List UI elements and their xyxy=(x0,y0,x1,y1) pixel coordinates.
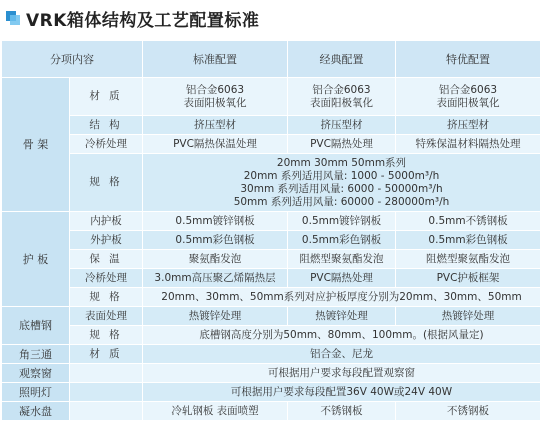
spec-line: 50mm 系列适用风量: 60000 - 280000m³/h xyxy=(233,195,450,208)
cell-standard: 3.0mm高压聚乙烯隔热层 xyxy=(143,269,288,288)
group-drain: 凝水盘 xyxy=(2,402,70,421)
page-title: VRK箱体结构及工艺配置标准 xyxy=(26,10,260,31)
table-row xyxy=(2,383,541,402)
table-header-row xyxy=(2,41,541,78)
table-row xyxy=(2,326,541,345)
lamp-cell: 可根据用户要求每段配置36V 40W或24V 40W xyxy=(143,383,541,402)
cell-line: 铝合金6063 xyxy=(312,83,371,96)
spec-line: 30mm 系列适用风量: 6000 - 50000m³/h xyxy=(240,182,443,195)
cell-premium: 挤压型材 xyxy=(396,116,541,135)
cell-classic: 0.5mm彩色钢板 xyxy=(288,231,396,250)
title-bar xyxy=(4,4,259,32)
empty-cell xyxy=(70,364,143,383)
cell-line: 表面阳极氧化 xyxy=(436,96,500,109)
empty-cell xyxy=(70,383,143,402)
table-row xyxy=(2,231,541,250)
cell-classic: 0.5mm镀锌钢板 xyxy=(288,212,396,231)
table-row xyxy=(2,307,541,326)
window-cell: 可根据用户要求每段配置观察窗 xyxy=(143,364,541,383)
cell-line: 表面阳极氧化 xyxy=(310,96,373,109)
header-category: 分项内容 xyxy=(2,41,143,78)
table-row xyxy=(2,402,541,421)
table-row xyxy=(2,288,541,307)
table-row xyxy=(2,345,541,364)
row-label: 冷桥处理 xyxy=(70,135,143,154)
row-label: 规 格 xyxy=(70,154,143,212)
table-row xyxy=(2,116,541,135)
cell-classic: 不锈钢板 xyxy=(288,402,396,421)
row-label: 规 格 xyxy=(70,288,143,307)
cell-classic: PVC隔热处理 xyxy=(288,135,396,154)
cell-classic: 挤压型材 xyxy=(288,116,396,135)
cell-premium xyxy=(396,78,541,116)
cell-classic xyxy=(288,78,396,116)
cell-premium: 0.5mm彩色钢板 xyxy=(396,231,541,250)
header-standard: 标准配置 xyxy=(143,41,288,78)
table-row xyxy=(2,250,541,269)
row-label: 规 格 xyxy=(70,326,143,345)
spec-line: 20mm 系列适用风量: 1000 - 5000m³/h xyxy=(243,169,440,182)
row-label: 冷桥处理 xyxy=(70,269,143,288)
cell-classic: PVC隔热处理 xyxy=(288,269,396,288)
row-label: 材 质 xyxy=(70,345,143,364)
cell-standard: 冷轧钢板 表面喷塑 xyxy=(143,402,288,421)
table-row xyxy=(2,154,541,212)
table-row xyxy=(2,212,541,231)
table-row xyxy=(2,269,541,288)
cell-premium: 不锈钢板 xyxy=(396,402,541,421)
group-base: 底槽钢 xyxy=(2,307,70,345)
spec-line: 20mm 30mm 50mm系列 xyxy=(276,156,407,169)
cell-premium: PVC护板框架 xyxy=(396,269,541,288)
cell-standard: 热镀锌处理 xyxy=(143,307,288,326)
row-label: 外护板 xyxy=(70,231,143,250)
table-row xyxy=(2,78,541,116)
base-spec-cell: 底槽钢高度分别为50mm、80mm、100mm。(根据风量定) xyxy=(143,326,541,345)
cell-line: 铝合金6063 xyxy=(438,83,498,96)
cell-premium: 特殊保温材料隔热处理 xyxy=(396,135,541,154)
row-label: 表面处理 xyxy=(70,307,143,326)
cell-line: 铝合金6063 xyxy=(185,83,245,96)
skeleton-spec-cell xyxy=(143,154,541,212)
group-lamp: 照明灯 xyxy=(2,383,70,402)
group-window: 观察窗 xyxy=(2,364,70,383)
row-label: 材 质 xyxy=(70,78,143,116)
table-row xyxy=(2,135,541,154)
row-label: 结 构 xyxy=(70,116,143,135)
squares-logo-icon xyxy=(6,11,20,25)
cell-standard: 聚氨酯发泡 xyxy=(143,250,288,269)
header-premium: 特优配置 xyxy=(396,41,541,78)
cell-standard: 0.5mm彩色钢板 xyxy=(143,231,288,250)
cell-standard: 挤压型材 xyxy=(143,116,288,135)
cell-premium: 热镀锌处理 xyxy=(396,307,541,326)
table-row xyxy=(2,364,541,383)
group-corner: 角三通 xyxy=(2,345,70,364)
cell-classic: 阻燃型聚氨酯发泡 xyxy=(288,250,396,269)
group-panel: 护 板 xyxy=(2,212,70,307)
corner-cell: 铝合金、尼龙 xyxy=(143,345,541,364)
config-table xyxy=(1,40,541,421)
panel-spec-cell: 20mm、30mm、50mm系列对应护板厚度分别为20mm、30mm、50mm xyxy=(143,288,541,307)
cell-premium: 0.5mm不锈钢板 xyxy=(396,212,541,231)
cell-premium: 阻燃型聚氨酯发泡 xyxy=(396,250,541,269)
cell-standard: 0.5mm镀锌钢板 xyxy=(143,212,288,231)
cell-standard xyxy=(143,78,288,116)
cell-standard: PVC隔热保温处理 xyxy=(143,135,288,154)
row-label: 保 温 xyxy=(70,250,143,269)
group-skeleton: 骨 架 xyxy=(2,78,70,212)
cell-line: 表面阳极氧化 xyxy=(183,96,247,109)
cell-classic: 热镀锌处理 xyxy=(288,307,396,326)
empty-cell xyxy=(70,402,143,421)
row-label: 内护板 xyxy=(70,212,143,231)
header-classic: 经典配置 xyxy=(288,41,396,78)
